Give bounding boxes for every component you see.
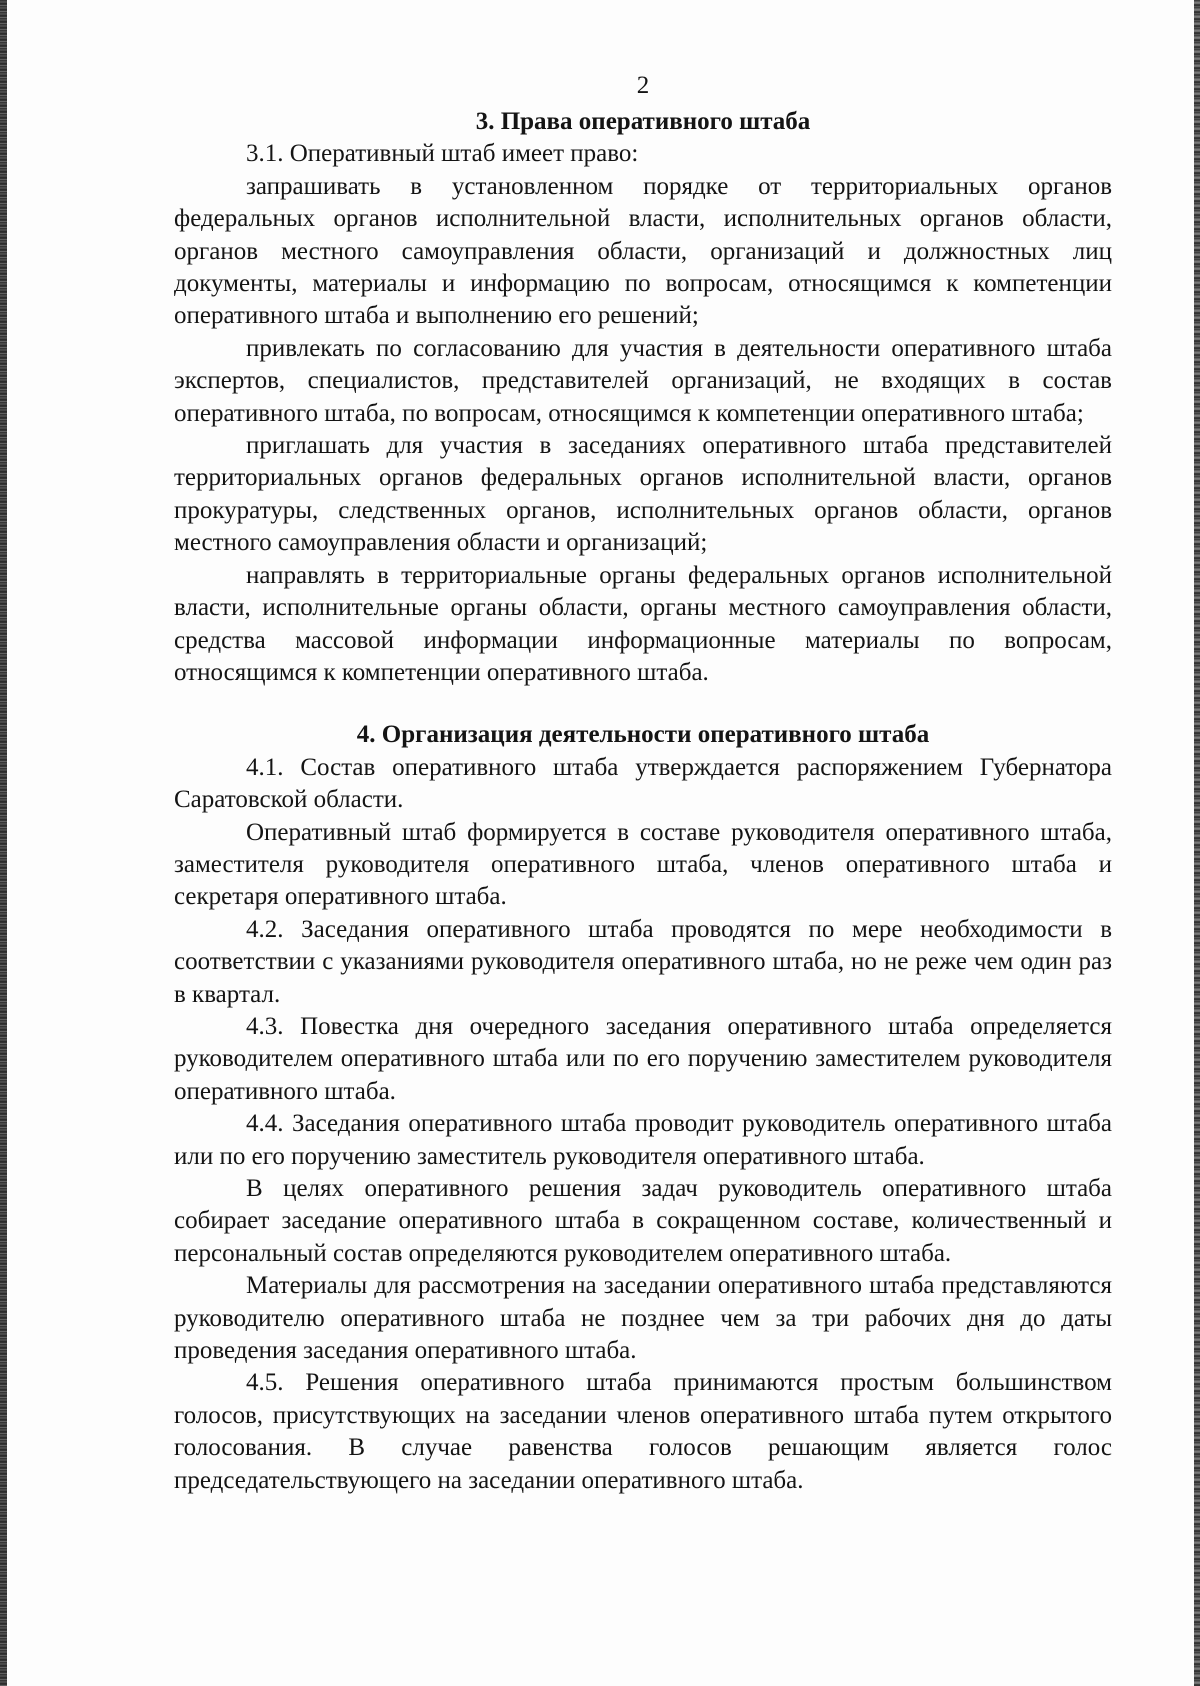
section-3-paragraph: запрашивать в установленном порядке от территориальных органов федеральных органов исполнительной власти, исполнительных органов области, органов местного самоуправления области, организаций и должностных лиц документы, материалы и информацию по вопросам, относящимся к компетенции оперативного штаба и выполнению его решений; [174, 172, 1112, 330]
section-4-paragraph: В целях оперативного решения задач руководитель оперативного штаба собирает заседание оперативного штаба в сокращенном составе, количественный и персональный состав определяются руководителем оперативного штаба. [174, 1175, 1112, 1267]
section-3-paragraph: направлять в территориальные органы федеральных органов исполнительной власти, исполнительные органы области, органы местного самоуправления области, средства массовой информации информационные материалы по вопросам, относящимся к компетенции оперативного штаба. [174, 561, 1112, 686]
section-4-heading: 4. Организация деятельности оперативного штаба [356, 721, 930, 749]
section-4-paragraph: 4.5. Решения оперативного штаба принимаются простым большинством голосов, присутствующих на заседании членов оперативного штаба путем открытого голосования. В случае равенства голосов решающим является голос председательствующего на заседании оперативного штаба. [174, 1369, 1112, 1494]
section-4-paragraph: 4.1. Состав оперативного штаба утверждается распоряжением Губернатора Саратовской области. [174, 753, 1112, 814]
section-3-heading: 3. Права оперативного штаба [475, 108, 811, 135]
scan-edge-right [1194, 0, 1200, 1686]
section-4-paragraph: Оперативный штаб формируется в составе руководителя оперативного штаба, заместителя руководителя оперативного штаба, членов оперативного штаба и секретаря оперативного штаба. [174, 818, 1112, 911]
page-number: 2 [636, 72, 650, 99]
document-body [174, 70, 1112, 1497]
section-4-paragraph: 4.4. Заседания оперативного штаба проводит руководитель оперативного штаба или по его поручению заместитель руководителя оперативного штаба. [174, 1110, 1112, 1170]
section-3-paragraph: приглашать для участия в заседаниях оперативного штаба представителей территориальных органов федеральных органов исполнительной власти, органов прокуратуры, следственных органов, исполнительных органов области, органов местного самоуправления области и организаций; [174, 432, 1112, 557]
section-4-paragraph: 4.2. Заседания оперативного штаба проводятся по мере необходимости в соответствии с указаниями руководителя оперативного штаба, но не реже чем один раз в квартал. [174, 915, 1112, 1008]
scan-edge-left [0, 0, 7, 1686]
section-4-paragraph: Материалы для рассмотрения на заседании оперативного штаба представляются руководителю оперативного штаба не позднее чем за три рабочих дня до даты проведения заседания оперативного штаба. [174, 1272, 1112, 1365]
section-4-paragraph: 4.3. Повестка дня очередного заседания оперативного штаба определяется руководителем оперативного штаба или по его поручению заместителем руководителя оперативного штаба. [174, 1012, 1112, 1105]
section-3-paragraph: привлекать по согласованию для участия в деятельности оперативного штаба экспертов, специалистов, представителей организаций, не входящих в состав оперативного штаба, по вопросам, относящимся к компетенции оперативного штаба; [174, 334, 1112, 427]
section-3-paragraph: 3.1. Оперативный штаб имеет право: [246, 140, 639, 168]
